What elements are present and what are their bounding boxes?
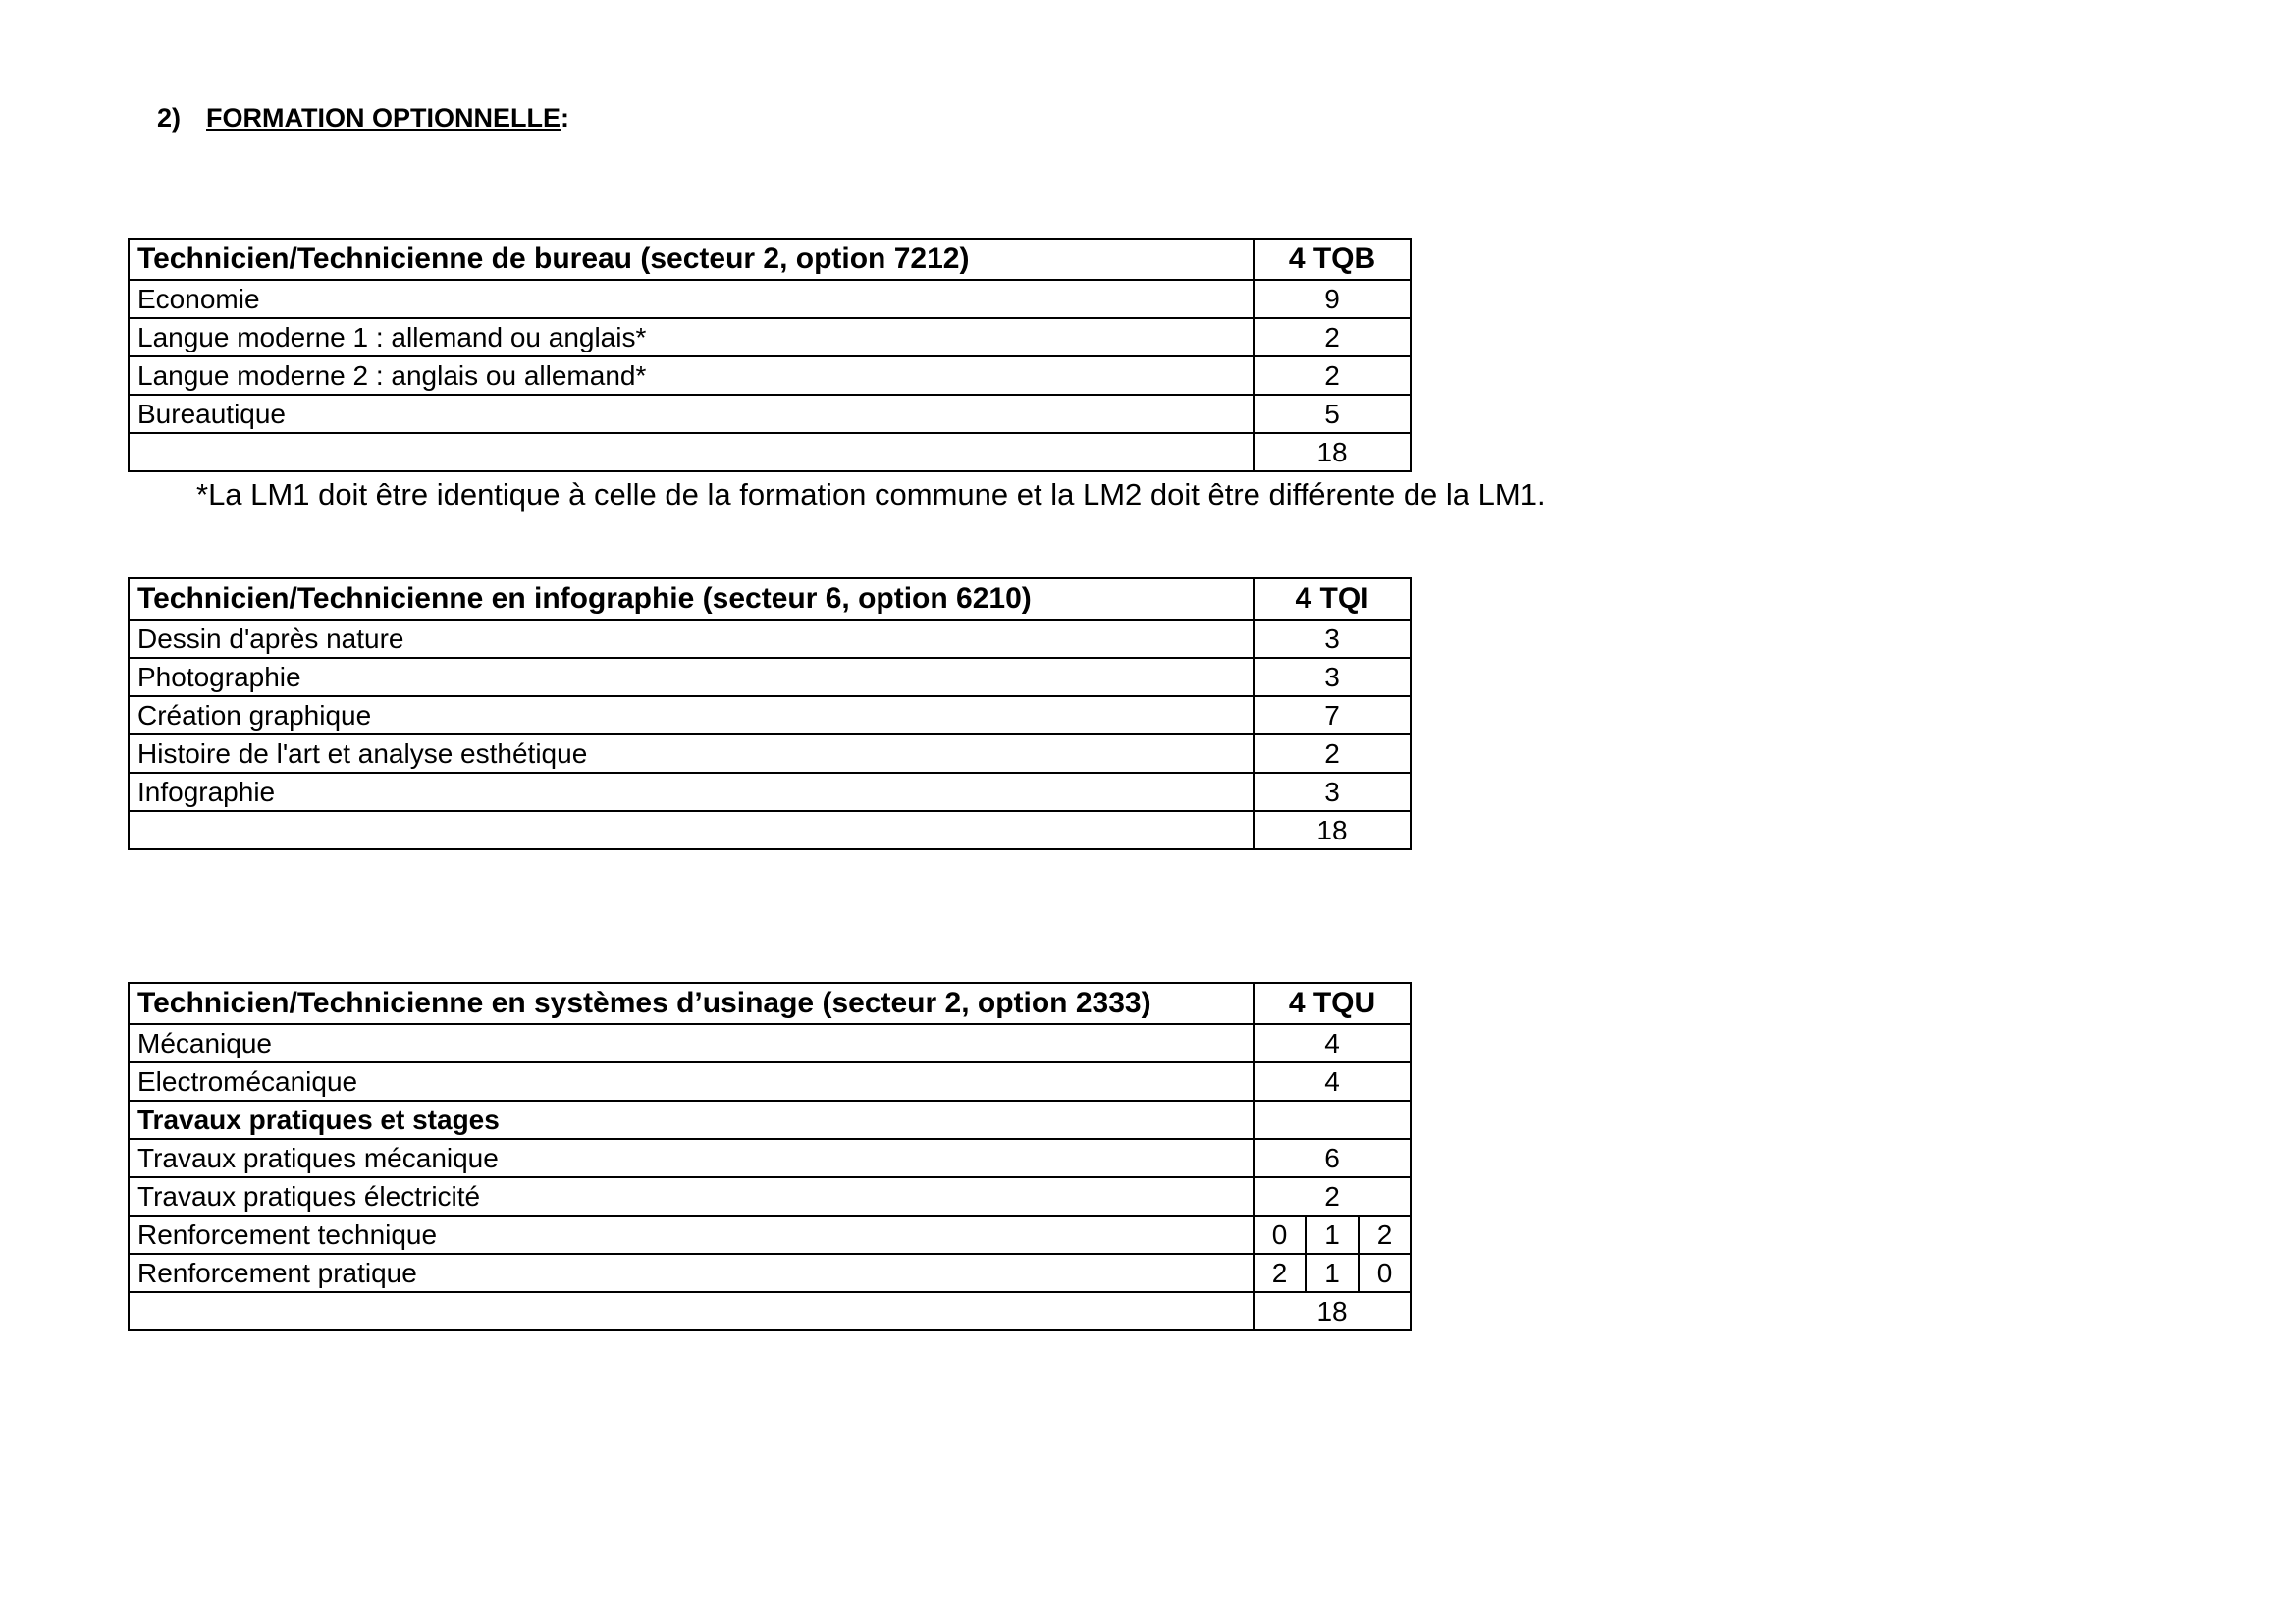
table-row (129, 696, 1411, 734)
hours-value: 2 (1254, 734, 1411, 773)
subject-label: Histoire de l'art et analyse esthétique (129, 734, 1254, 773)
table-tqu (128, 982, 1412, 1331)
hours-value: 2 (1254, 318, 1411, 356)
hours-value: 9 (1254, 280, 1411, 318)
table-code: 4 TQI (1254, 578, 1411, 620)
table-header-row (129, 578, 1411, 620)
section-heading (157, 98, 569, 137)
hours-option-2: 1 (1306, 1254, 1359, 1292)
hours-option-2: 1 (1306, 1216, 1359, 1254)
table-row (129, 1062, 1411, 1101)
hours-value: 4 (1254, 1024, 1411, 1062)
section-number: 2) (157, 103, 182, 133)
hours-value: 2 (1254, 1177, 1411, 1216)
subject-label: Economie (129, 280, 1254, 318)
hours-option-1: 2 (1254, 1254, 1306, 1292)
subject-label: Infographie (129, 773, 1254, 811)
subject-label: Langue moderne 2 : anglais ou allemand* (129, 356, 1254, 395)
table-code: 4 TQB (1254, 239, 1411, 280)
subject-label: Bureautique (129, 395, 1254, 433)
subject-label: Travaux pratiques mécanique (129, 1139, 1254, 1177)
hours-option-3: 2 (1359, 1216, 1411, 1254)
total-label-empty (129, 1292, 1254, 1330)
table-row (129, 734, 1411, 773)
table-tqi (128, 577, 1412, 850)
total-row (129, 1292, 1411, 1330)
total-row (129, 433, 1411, 471)
hours-value: 3 (1254, 658, 1411, 696)
hours-value: 3 (1254, 620, 1411, 658)
hours-value: 6 (1254, 1139, 1411, 1177)
subject-label: Langue moderne 1 : allemand ou anglais* (129, 318, 1254, 356)
total-label-empty (129, 811, 1254, 849)
table-header-row (129, 983, 1411, 1024)
table-title: Technicien/Technicienne en infographie (secteur 6, option 6210) (129, 578, 1254, 620)
hours-value: 4 (1254, 1062, 1411, 1101)
subject-label: Renforcement technique (129, 1216, 1254, 1254)
total-value: 18 (1254, 811, 1411, 849)
table-tqb (128, 238, 1412, 472)
table-row (129, 280, 1411, 318)
subject-label: Travaux pratiques électricité (129, 1177, 1254, 1216)
table-row (129, 1177, 1411, 1216)
hours-option-1: 0 (1254, 1216, 1306, 1254)
section-title-suffix: : (561, 103, 569, 133)
subject-label: Dessin d'après nature (129, 620, 1254, 658)
subject-label: Electromécanique (129, 1062, 1254, 1101)
table-title: Technicien/Technicienne en systèmes d’usinage (secteur 2, option 2333) (129, 983, 1254, 1024)
table-row (129, 620, 1411, 658)
table-title: Technicien/Technicienne de bureau (secteur 2, option 7212) (129, 239, 1254, 280)
table-row (129, 356, 1411, 395)
table-code: 4 TQU (1254, 983, 1411, 1024)
hours-value: 7 (1254, 696, 1411, 734)
total-label-empty (129, 433, 1254, 471)
hours-value: 5 (1254, 395, 1411, 433)
total-value: 18 (1254, 433, 1411, 471)
hours-value: 2 (1254, 356, 1411, 395)
table-row (129, 395, 1411, 433)
table-header-row (129, 239, 1411, 280)
hours-option-3: 0 (1359, 1254, 1411, 1292)
total-row (129, 811, 1411, 849)
section-title: FORMATION OPTIONNELLE (206, 103, 561, 133)
table-row (129, 1254, 1411, 1292)
subject-label: Mécanique (129, 1024, 1254, 1062)
table-row (129, 1216, 1411, 1254)
hours-value (1254, 1101, 1411, 1139)
table-row (129, 1139, 1411, 1177)
subsection-label: Travaux pratiques et stages (129, 1101, 1254, 1139)
total-value: 18 (1254, 1292, 1411, 1330)
footnote: *La LM1 doit être identique à celle de la formation commune et la LM2 doit être différente de la LM1. (196, 477, 1546, 512)
subsection-row (129, 1101, 1411, 1139)
table-row (129, 318, 1411, 356)
subject-label: Création graphique (129, 696, 1254, 734)
table-row (129, 773, 1411, 811)
table-row (129, 658, 1411, 696)
subject-label: Photographie (129, 658, 1254, 696)
subject-label: Renforcement pratique (129, 1254, 1254, 1292)
table-row (129, 1024, 1411, 1062)
hours-value: 3 (1254, 773, 1411, 811)
